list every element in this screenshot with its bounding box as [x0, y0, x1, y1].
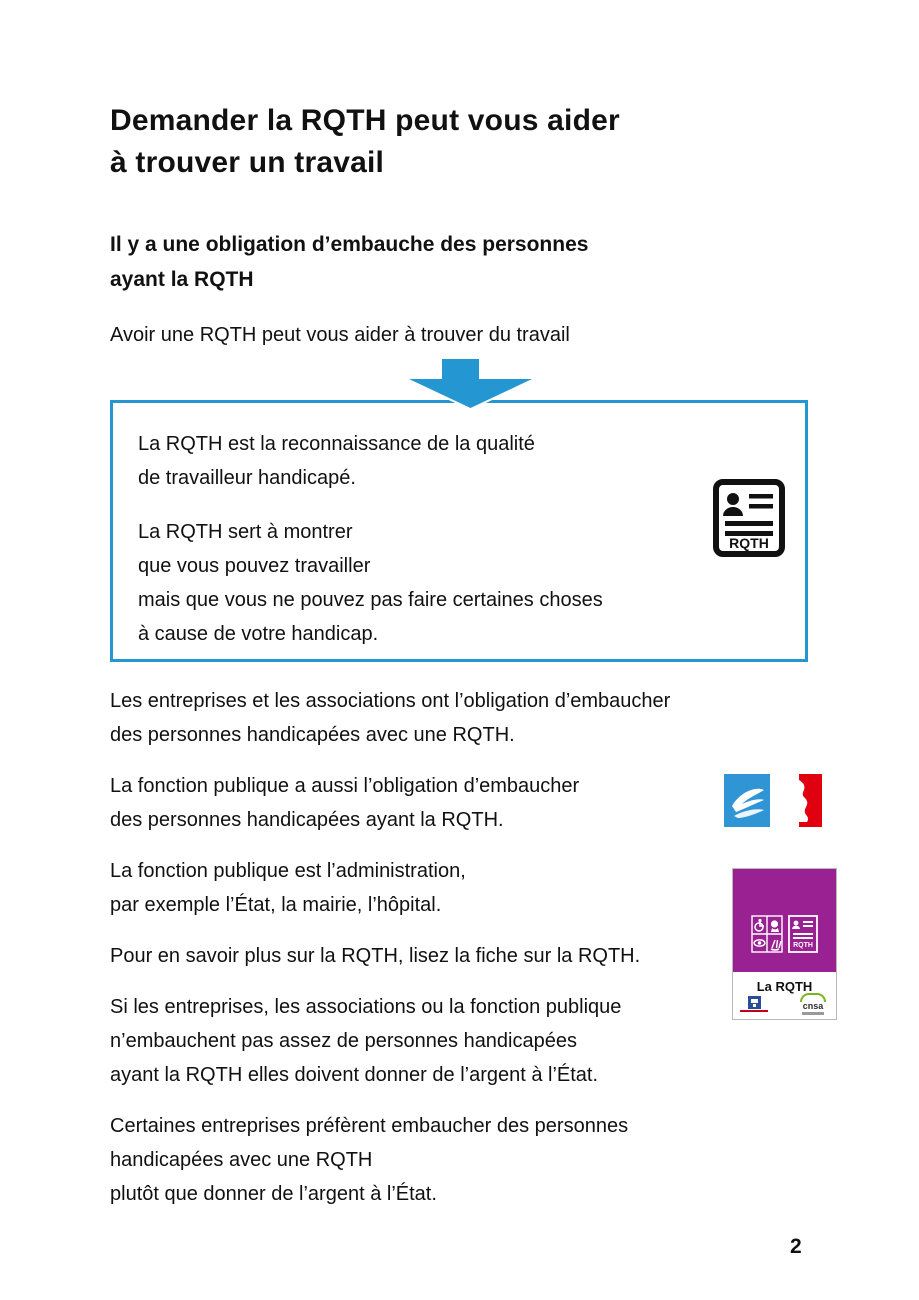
paragraph-line: ayant la RQTH elles doivent donner de l’argent à l’État.: [110, 1064, 599, 1086]
paragraph-line: Les entreprises et les associations ont l’obligation d’embaucher: [110, 690, 671, 712]
rqth-card-icon: [713, 479, 785, 557]
falc-logo-icon: [748, 996, 761, 1009]
cnsa-logo: [795, 993, 831, 1015]
paragraph-fonction-publique: [110, 769, 770, 837]
page-number: 2: [790, 1235, 802, 1258]
paragraph-line: La fonction publique est l’administration,: [110, 860, 466, 882]
paragraph-line: des personnes handicapées ayant la RQTH.: [110, 809, 504, 831]
falc-logo-caption-bar: [740, 1010, 768, 1012]
definition-callout-box: [110, 400, 808, 662]
section-heading: [110, 227, 588, 297]
cnsa-logo-caption-bar: [802, 1012, 824, 1015]
down-arrow-icon: [409, 357, 534, 411]
body-paragraphs: [110, 684, 770, 1228]
section-heading-line-1: Il y a une obligation d’embauche des personnes: [110, 233, 589, 256]
disability-icons-grid: [751, 915, 783, 953]
paragraph-line: plutôt que donner de l’argent à l’État.: [110, 1183, 437, 1205]
paragraph-line: Pour en savoir plus sur la RQTH, lisez la fiche sur la RQTH.: [110, 945, 641, 967]
french-government-logo: [724, 774, 822, 827]
definition-text: [138, 427, 603, 651]
definition-paragraph-2: [138, 515, 603, 651]
definition-line: La RQTH sert à montrer: [138, 521, 353, 543]
definition-line: de travailleur handicapé.: [138, 467, 356, 489]
paragraph-preference-embauche: [110, 1109, 770, 1211]
definition-paragraph-1: [138, 427, 603, 495]
paragraph-line: par exemple l’État, la mairie, l’hôpital.: [110, 894, 442, 916]
paragraph-line: n’embauchent pas assez de personnes handicapées: [110, 1030, 577, 1052]
section-heading-line-2: ayant la RQTH: [110, 268, 254, 291]
cnsa-logo-label: cnsa: [802, 1001, 824, 1011]
definition-line: que vous pouvez travailler: [138, 555, 371, 577]
paragraph-argent-etat: [110, 990, 770, 1092]
fiche-rqth-card-icon: [788, 915, 818, 953]
paragraph-administration: [110, 854, 770, 922]
paragraph-obligation-entreprises: [110, 684, 770, 752]
page-title: [110, 100, 620, 184]
fiche-cover-purple: [733, 869, 836, 972]
fiche-title: La RQTH: [756, 979, 813, 994]
paragraph-line: Certaines entreprises préfèrent embaucher des personnes: [110, 1115, 629, 1137]
paragraph-line: handicapées avec une RQTH: [110, 1149, 373, 1171]
fiche-card-label: RQTH: [793, 941, 813, 949]
definition-line: La RQTH est la reconnaissance de la qualité: [138, 433, 535, 455]
page-title-line-2: à trouver un travail: [110, 146, 385, 179]
rqth-fiche-thumbnail: [732, 868, 837, 1020]
paragraph-en-savoir-plus: [110, 939, 770, 973]
paragraph-line: Si les entreprises, les associations ou la fonction publique: [110, 996, 622, 1018]
rqth-card-label: RQTH: [729, 535, 769, 551]
definition-line: à cause de votre handicap.: [138, 623, 379, 645]
definition-line: mais que vous ne pouvez pas faire certaines choses: [138, 589, 603, 611]
intro-text: Avoir une RQTH peut vous aider à trouver du travail: [110, 324, 570, 346]
paragraph-line: La fonction publique a aussi l’obligation d’embaucher: [110, 775, 580, 797]
paragraph-line: des personnes handicapées avec une RQTH.: [110, 724, 515, 746]
falc-easy-read-logo: [739, 996, 769, 1012]
page-title-line-1: Demander la RQTH peut vous aider: [110, 104, 620, 137]
